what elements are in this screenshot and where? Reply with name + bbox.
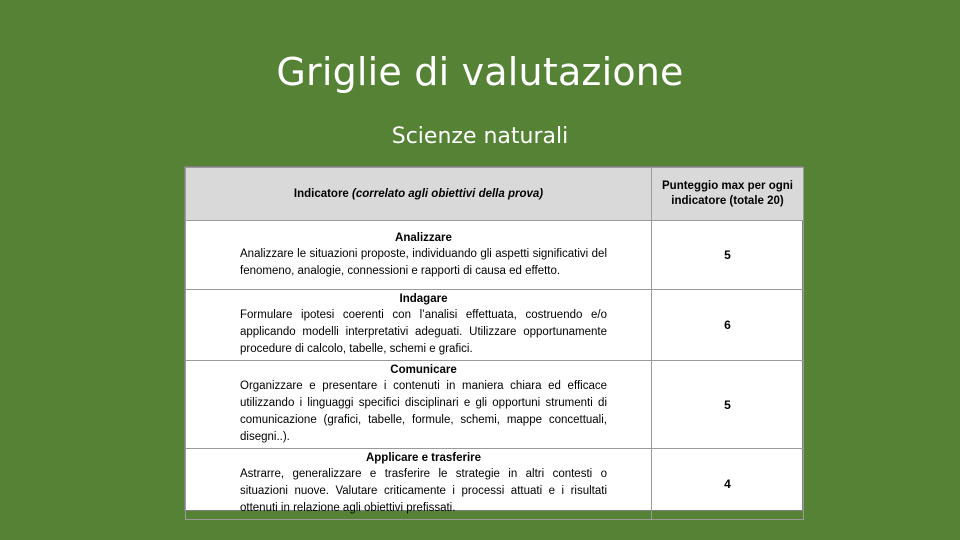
indicator-points: 5: [652, 361, 804, 449]
indicator-points: 5: [652, 221, 804, 290]
table-header-row: [186, 168, 804, 221]
slide-subtitle: Scienze naturali: [391, 124, 569, 149]
table-row: [186, 221, 804, 290]
table-row: [186, 290, 804, 361]
points-header: Punteggio max per ogni indicatore (totale 20): [652, 168, 804, 221]
indicator-name: Analizzare: [395, 231, 452, 244]
indicator-name: Indagare: [399, 293, 448, 305]
indicator-cell: [186, 290, 652, 361]
indicator-header-note: (correlato agli obiettivi della prova): [352, 188, 544, 200]
indicator-cell: [186, 361, 652, 449]
indicator-points: 4: [652, 449, 804, 520]
indicator-header: [186, 168, 652, 221]
indicator-description: Astrarre, generalizzare e trasferire le strategie in altri contesti o situazioni nuove. Valutare criticamente i processi attuati e i risultati ottenuti in relazione agli obiettivi prefissati.: [240, 468, 607, 514]
indicator-header-label: Indicatore: [293, 188, 349, 200]
slide-title: Griglie di valutazione: [276, 50, 684, 94]
indicator-cell: [186, 449, 652, 520]
indicator-name: Applicare e trasferire: [365, 452, 482, 464]
table-row: [186, 449, 804, 520]
indicator-description: Formulare ipotesi coerenti con l’analisi effettuata, costruendo e/o applicando modelli interpretativi adeguati. Utilizzare opportunamente procedure di calcolo, tabelle, schemi e grafici.: [240, 309, 607, 355]
table-row: [186, 361, 804, 449]
indicator-description: Organizzare e presentare i contenuti in maniera chiara ed efficace utilizzando i linguaggi specifici disciplinari e gli opportuni strumenti di comunicazione (grafici, tabelle, formule, schemi, mappe concettuali, disegni..).: [240, 380, 607, 443]
evaluation-table: [185, 167, 804, 520]
indicator-description: Analizzare le situazioni proposte, individuando gli aspetti significativi del fenomeno, analogie, connessioni e rapporti di causa ed effetto.: [240, 247, 607, 277]
indicator-points: 6: [652, 290, 804, 361]
evaluation-grid: [184, 166, 803, 514]
indicator-cell: [186, 221, 652, 290]
indicator-name: Comunicare: [390, 364, 457, 376]
